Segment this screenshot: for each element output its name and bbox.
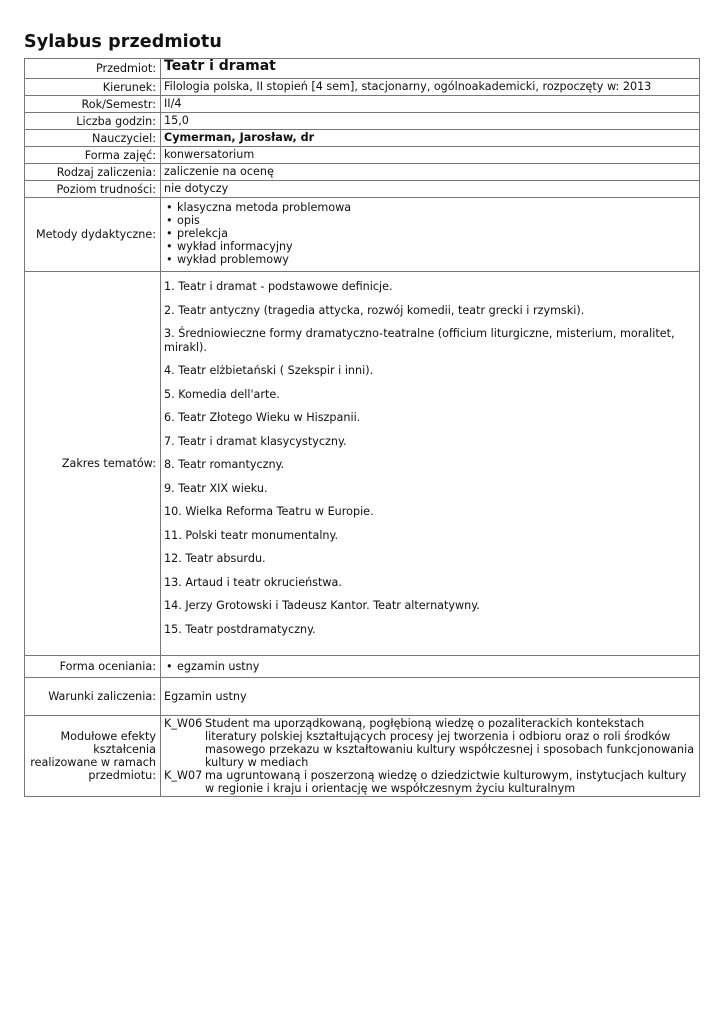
label-rok: Rok/Semestr:: [25, 96, 161, 113]
list-item: 6. Teatr Złotego Wieku w Hiszpanii.: [164, 411, 361, 424]
effect-description: ma ugruntowaną i poszerzoną wiedzę o dziedzictwie kulturowym, instytucjach kultury w regionie i kraju i orientację we współczesnym życiu kulturalnym: [205, 769, 687, 795]
value-ocenianie: [161, 656, 700, 678]
label-warunki: Warunki zaliczenia:: [25, 678, 161, 716]
list-item: • wykład problemowy: [164, 253, 696, 266]
row-warunki: [25, 678, 700, 716]
list-item: 13. Artaud i teatr okrucieństwa.: [164, 575, 342, 589]
row-tematy: [25, 272, 700, 656]
syllabus-table: [24, 58, 700, 797]
effects-list: [164, 717, 696, 795]
label-tematy: Zakres tematów:: [25, 272, 161, 656]
label-nauczyciel: Nauczyciel:: [25, 130, 161, 147]
list-item: • prelekcja: [164, 227, 696, 240]
label-forma: Forma zajęć:: [25, 147, 161, 164]
row-trudnosc: [25, 181, 700, 198]
label-kierunek: Kierunek:: [25, 79, 161, 96]
row-rok: [25, 96, 700, 113]
page-title: Sylabus przedmiotu: [24, 32, 222, 52]
list-item: 5. Komedia dell'arte.: [164, 387, 280, 401]
topics-list: [164, 273, 696, 646]
effect-code: K_W06: [164, 717, 203, 730]
value-przedmiot: Teatr i dramat: [161, 59, 700, 79]
list-item: 14. Jerzy Grotowski i Tadeusz Kantor. Teatr alternatywny.: [164, 599, 480, 612]
row-zaliczenie: [25, 164, 700, 181]
row-nauczyciel: [25, 130, 700, 147]
effect-description: Student ma uporządkowaną, pogłębioną wiedzę o pozaliterackich kontekstach literatury polskiej kształtujących procesy jej tworzenia i odbioru oraz o roli środków masowego przekazu w kształtowaniu kultury współczesnej i sposobach funkcjonowania kultury w mediach: [205, 717, 695, 769]
effect-code: K_W07: [164, 769, 203, 782]
label-godziny: Liczba godzin:: [25, 113, 161, 130]
label-metody: Metody dydaktyczne:: [25, 198, 161, 272]
list-item: 2. Teatr antyczny (tragedia attycka, rozwój komedii, teatr grecki i rzymski).: [164, 303, 585, 317]
list-item: 10. Wielka Reforma Teatru w Europie.: [164, 505, 374, 518]
label-efekty: Modułowe efekty kształcenia realizowane w ramach przedmiotu:: [25, 716, 161, 797]
list-item: • klasyczna metoda problemowa: [164, 201, 696, 214]
row-metody: [25, 198, 700, 272]
value-efekty: [161, 716, 700, 797]
list-item: 9. Teatr XIX wieku.: [164, 481, 268, 495]
value-forma: konwersatorium: [161, 147, 700, 164]
label-zaliczenie: Rodzaj zaliczenia:: [25, 164, 161, 181]
list-item: 8. Teatr romantyczny.: [164, 458, 285, 471]
list-item: 3. Średniowieczne formy dramatyczno-teatralne (officium liturgiczne, misterium, moralitet, mirakl).: [164, 327, 675, 354]
list-item: 15. Teatr postdramatyczny.: [164, 622, 316, 636]
label-przedmiot: Przedmiot:: [25, 59, 161, 79]
value-kierunek: Filologia polska, II stopień [4 sem], stacjonarny, ogólnoakademicki, rozpoczęty w: 2013: [161, 79, 700, 96]
row-forma: [25, 147, 700, 164]
row-efekty: [25, 716, 700, 797]
list-item: • wykład informacyjny: [164, 240, 696, 253]
label-ocenianie: Forma oceniania:: [25, 656, 161, 678]
list-item: 12. Teatr absurdu.: [164, 552, 266, 565]
value-trudnosc: nie dotyczy: [161, 181, 700, 198]
list-item: • opis: [164, 214, 696, 227]
ocenianie-list: [164, 660, 696, 673]
list-item: 11. Polski teatr monumentalny.: [164, 528, 339, 542]
value-metody: [161, 198, 700, 272]
row-godziny: [25, 113, 700, 130]
value-godziny: 15,0: [161, 113, 700, 130]
value-tematy: [161, 272, 700, 656]
label-trudnosc: Poziom trudności:: [25, 181, 161, 198]
row-przedmiot: [25, 59, 700, 79]
list-item: 7. Teatr i dramat klasycystyczny.: [164, 434, 347, 448]
list-item: 4. Teatr elżbietański ( Szekspir i inni).: [164, 364, 374, 377]
row-kierunek: [25, 79, 700, 96]
value-rok: II/4: [161, 96, 700, 113]
value-nauczyciel: Cymerman, Jarosław, dr: [161, 130, 700, 147]
value-warunki: Egzamin ustny: [161, 678, 700, 716]
list-item: • egzamin ustny: [164, 660, 696, 673]
value-zaliczenie: zaliczenie na ocenę: [161, 164, 700, 181]
row-ocenianie: [25, 656, 700, 678]
metody-list: [164, 201, 696, 266]
list-item: 1. Teatr i dramat - podstawowe definicje.: [164, 280, 393, 293]
